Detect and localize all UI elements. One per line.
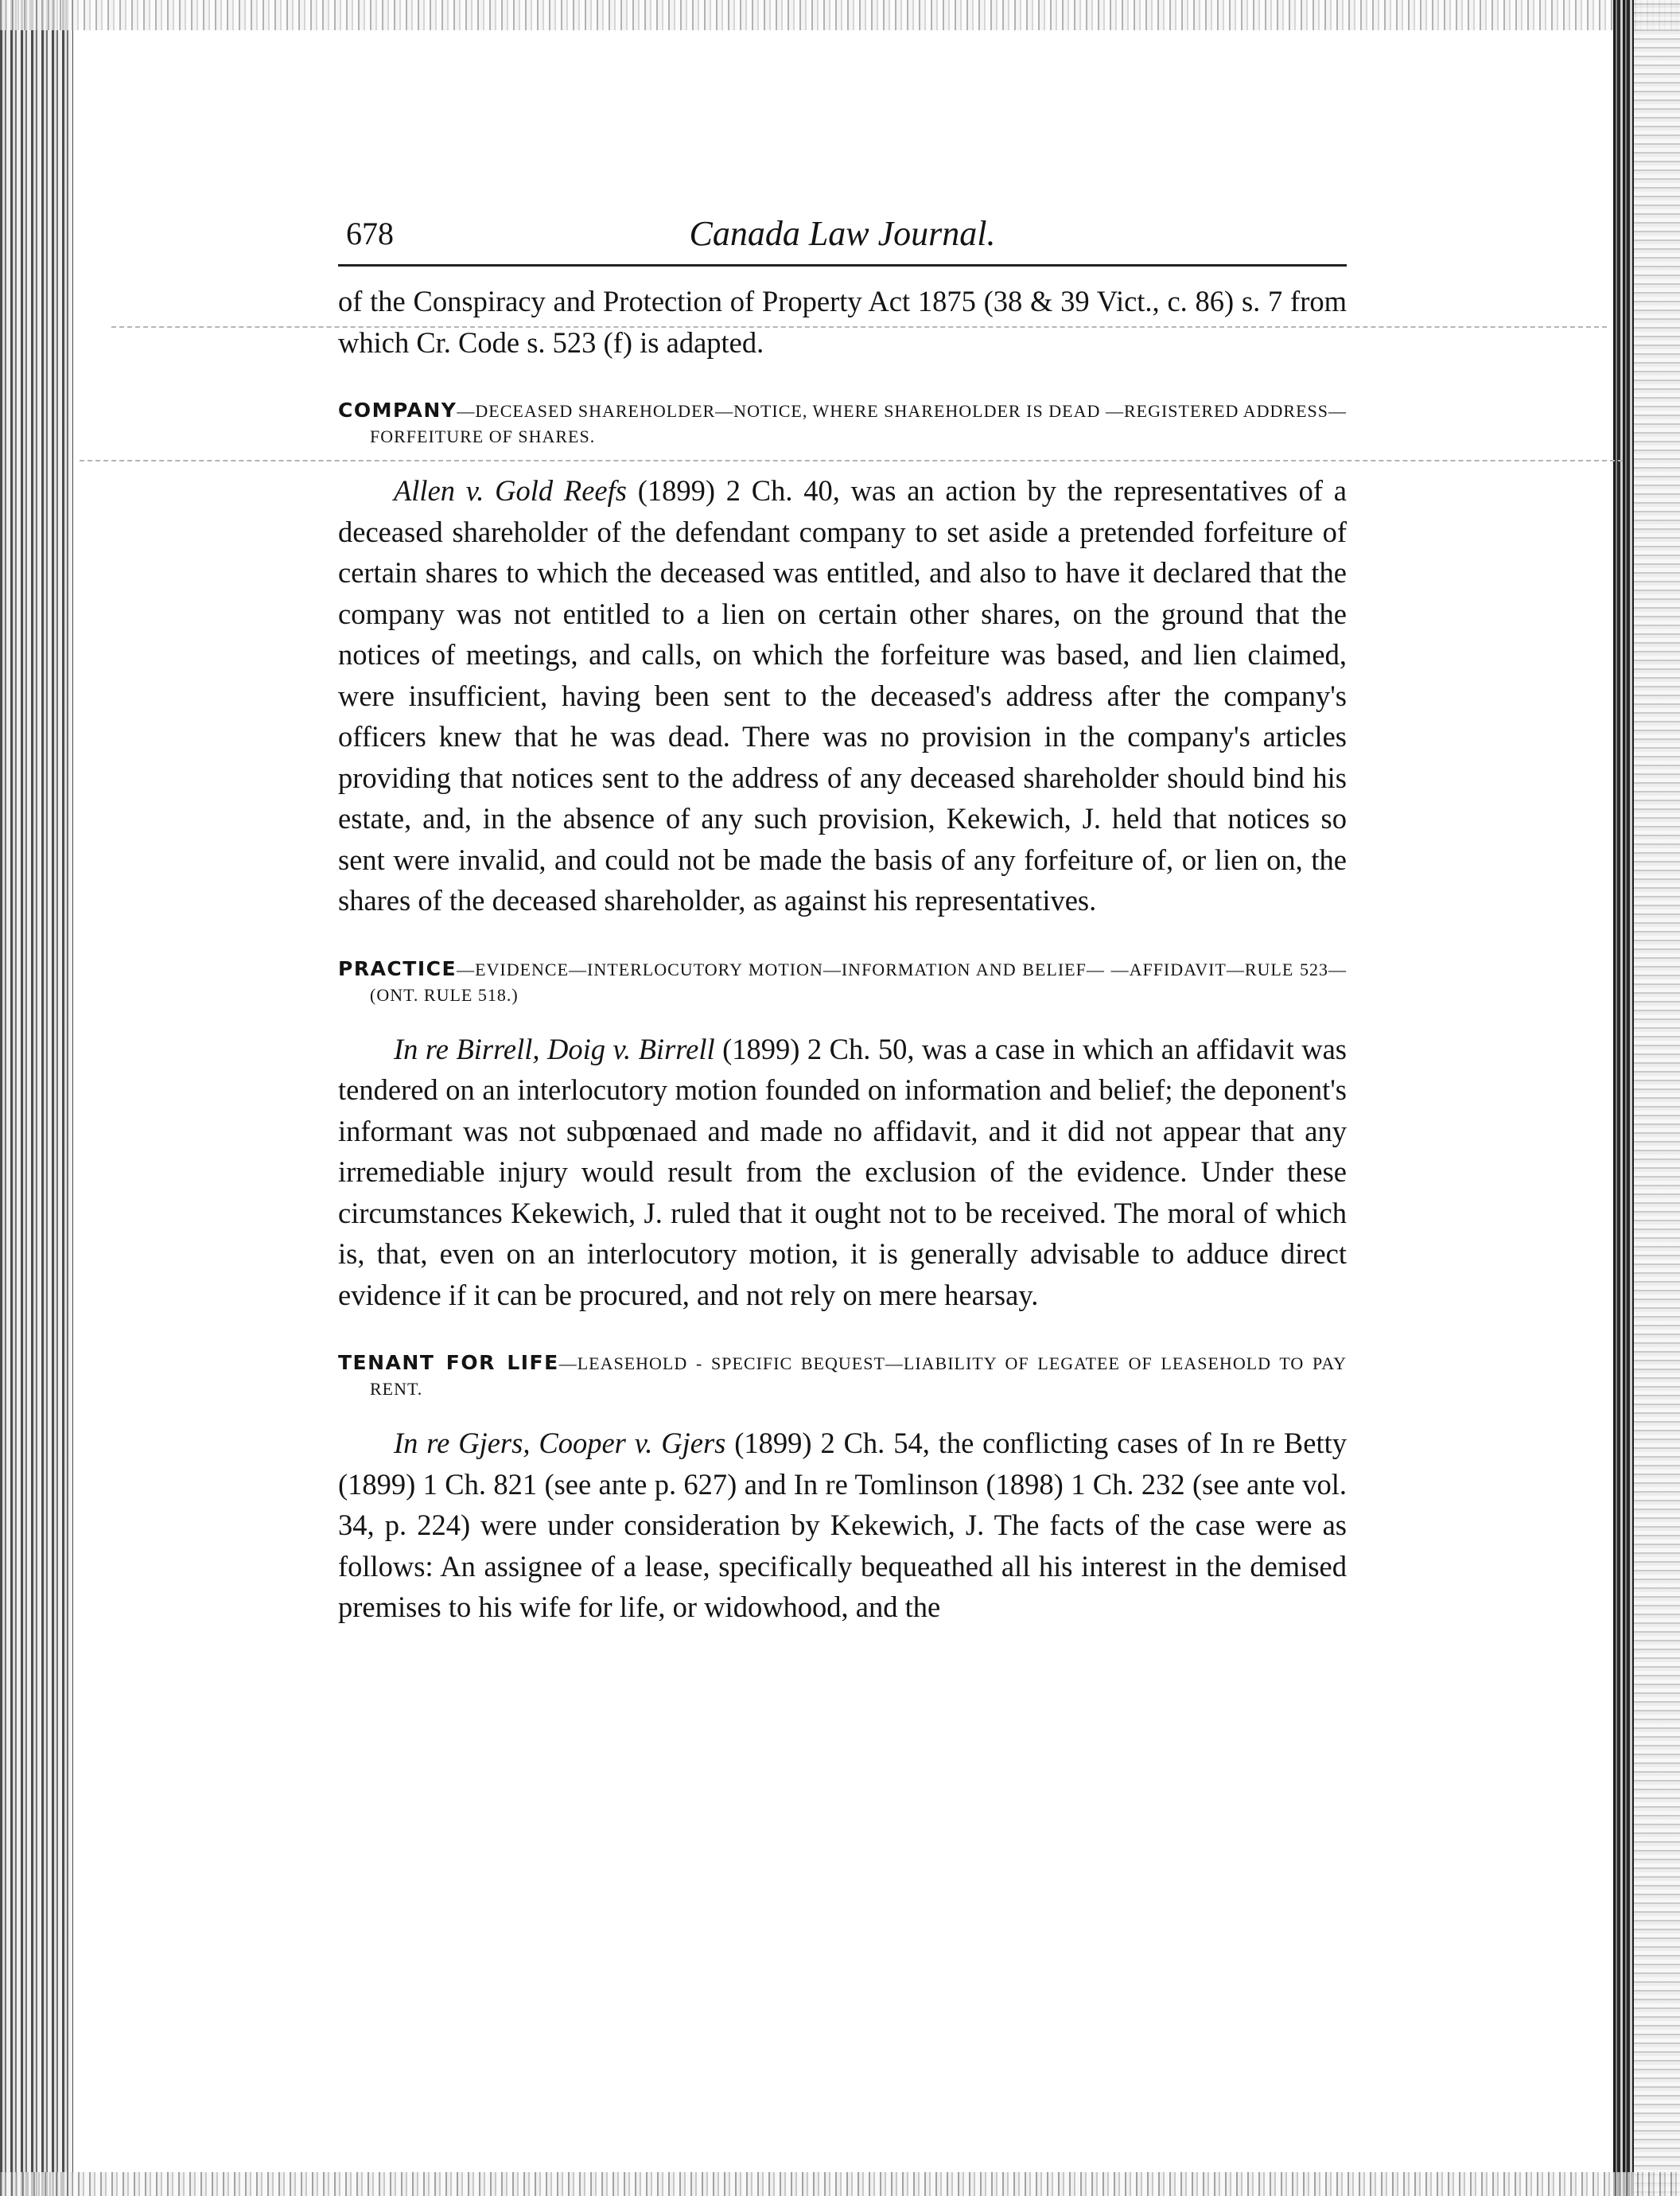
case-text: (1899) 2 Ch. 54, the conflicting cases of In re Betty (1899) 1 Ch. 821 (see ante p. 627) and In re Tomlinson (1898) 1 Ch. 232 (see ante vol. 34, p. 224) were under consideration by Kekewich, J. The facts of the case were as follows: An assignee of a lease, specifically bequeathed all his interest in the demised premises to his wife for life, or widowhood, and the <box>338 1427 1347 1623</box>
intro-paragraph: of the Conspiracy and Protection of Property Act 1875 (38 & 39 Vict., c. 86) s. 7 from which Cr. Code s. 523 (f) is adapted. <box>338 285 1347 359</box>
case-title: In re Birrell, Doig v. Birrell <box>394 1032 715 1065</box>
scan-bottom-edge <box>0 2172 1680 2196</box>
page-number: 678 <box>346 216 394 251</box>
section-body-practice <box>338 1029 1347 1316</box>
journal-title: Canada Law Journal. <box>689 214 996 253</box>
case-text: (1899) 2 Ch. 50, was a case in which an affidavit was tendered on an interlocutory motion founded on information and belief; the deponent's informant was not subpœnaed and made no affidavit, and it did not appear that any irremediable injury would result from the exclusion of the evidence. Under these circumstances Kekewich, J. ruled that it ought not to be received. The moral of which is, that, even on an interlocutory motion, it is generally advisable to adduce direct evidence if it can be procured, and not rely on mere hearsay. <box>338 1032 1347 1311</box>
section-heading-practice <box>338 956 1347 1008</box>
section-subhead: —EVIDENCE—INTERLOCUTORY MOTION—INFORMATION AND BELIEF— —AFFIDAVIT—RULE 523—(ONT. RULE 518.) <box>370 959 1347 1005</box>
scan-top-edge <box>0 0 1680 30</box>
section-key: PRACTICE <box>338 956 457 980</box>
scan-right-binding <box>1613 0 1634 2196</box>
running-head <box>338 213 1347 267</box>
section-body-company <box>338 470 1347 921</box>
case-title: Allen v. Gold Reefs <box>394 474 627 507</box>
section-heading-tenant-for-life <box>338 1350 1347 1402</box>
section-subhead: —DECEASED SHAREHOLDER—NOTICE, WHERE SHAREHOLDER IS DEAD —REGISTERED ADDRESS—FORFEITURE OF SHARES. <box>370 401 1347 446</box>
section-body-tenant-for-life <box>338 1423 1347 1628</box>
section-key: TENANT FOR LIFE <box>338 1351 559 1374</box>
section-heading-company <box>338 398 1347 450</box>
scan-left-edge <box>0 0 73 2196</box>
case-title: In re Gjers, Cooper v. Gjers <box>394 1427 726 1459</box>
scan-right-edge <box>1634 0 1680 2196</box>
section-key: COMPANY <box>338 399 457 422</box>
book-page <box>338 213 1347 1628</box>
section-subhead: —LEASEHOLD - SPECIFIC BEQUEST—LIABILITY OF LEGATEE OF LEASEHOLD TO PAY RENT. <box>370 1353 1347 1399</box>
case-text: (1899) 2 Ch. 40, was an action by the representatives of a deceased shareholder of the defendant company to set aside a pretended forfeiture of certain shares to which the deceased was entitled, and also to have it declared that the company was not entitled to a lien on certain other shares, on the ground that the notices of meetings, and calls, on which the forfeiture was based, and lien claimed, were insufficient, having been sent to the deceased's address after the company's officers knew that he was dead. There was no provision in the company's articles providing that notices sent to the address of any deceased shareholder should bind his estate, and, in the absence of any such provision, Kekewich, J. held that notices so sent were invalid, and could not be made the basis of any forfeiture of, or lien on, the shares of the deceased shareholder, as against his representatives. <box>338 474 1347 917</box>
